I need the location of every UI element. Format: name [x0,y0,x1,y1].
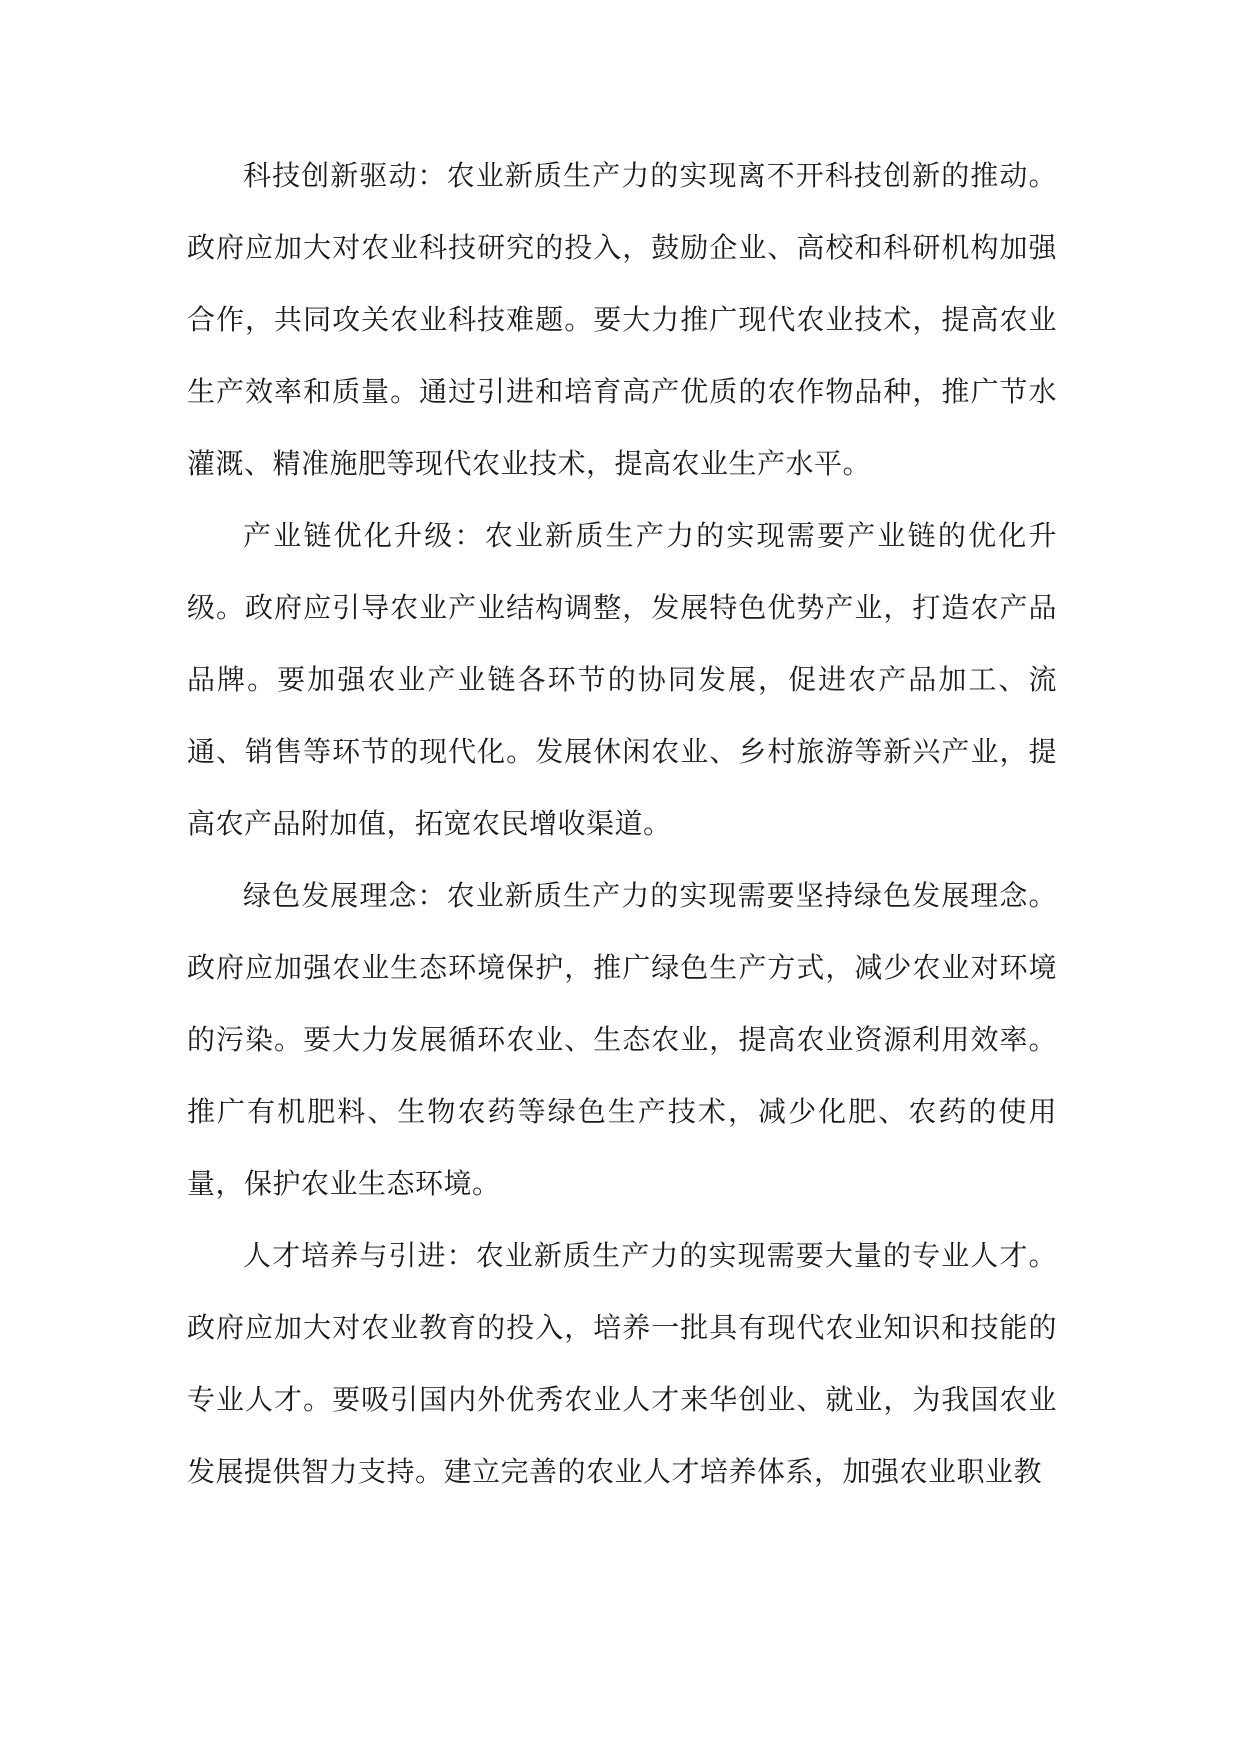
document-body [187,140,1057,1508]
paragraph-green-development: 绿色发展理念：农业新质生产力的实现需要坚持绿色发展理念。政府应加强农业生态环境保护，推广绿色生产方式，减少农业对环境的污染。要大力发展循环农业、生态农业，提高农业资源利用效率。推广有机肥料、生物农药等绿色生产技术，减少化肥、农药的使用量，保护农业生态环境。 [187,879,1057,1200]
paragraph-talent-training: 人才培养与引进：农业新质生产力的实现需要大量的专业人才。政府应加大对农业教育的投入，培养一批具有现代农业知识和技能的专业人才。要吸引国内外优秀农业人才来华创业、就业，为我国农业发展提供智力支持。建立完善的农业人才培养体系，加强农业职业教 [187,1239,1057,1488]
paragraph-tech-innovation: 科技创新驱动：农业新质生产力的实现离不开科技创新的推动。政府应加大对农业科技研究的投入，鼓励企业、高校和科研机构加强合作，共同攻关农业科技难题。要大力推广现代农业技术，提高农业生产效率和质量。通过引进和培育高产优质的农作物品种，推广节水灌溉、精准施肥等现代农业技术，提高农业生产水平。 [187,159,1057,480]
paragraph-industry-chain: 产业链优化升级：农业新质生产力的实现需要产业链的优化升级。政府应引导农业产业结构调整，发展特色优势产业，打造农产品品牌。要加强农业产业链各环节的协同发展，促进农产品加工、流通、销售等环节的现代化。发展休闲农业、乡村旅游等新兴产业，提高农产品附加值，拓宽农民增收渠道。 [187,519,1057,840]
